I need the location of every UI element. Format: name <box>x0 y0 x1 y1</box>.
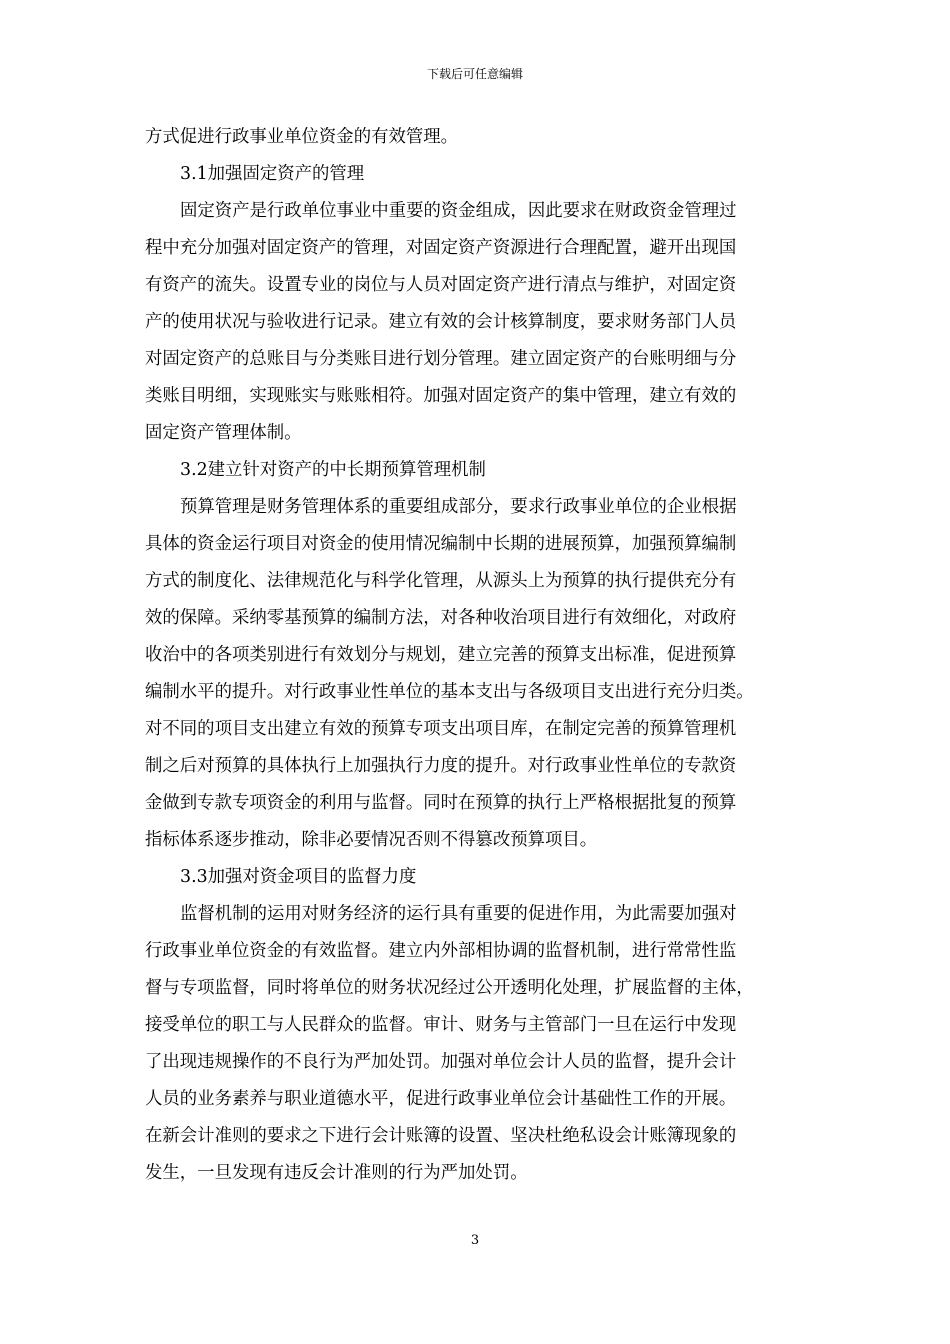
text-line: 方式的制度化、法律规范化与科学化管理，从源头上为预算的执行提供充分有 <box>145 571 737 591</box>
text-line: 了出现违规操作的不良行为严加处罚。加强对单位会计人员的监督，提升会计 <box>145 1052 737 1072</box>
text-line: 制之后对预算的具体执行上加强执行力度的提升。对行政事业性单位的专款资 <box>145 756 737 776</box>
section-heading: 3.3加强对资金项目的监督力度 <box>180 867 417 887</box>
text-line: 产的使用状况与验收进行记录。建立有效的会计核算制度，要求财务部门人员 <box>145 312 737 332</box>
text-line: 指标体系逐步推动，除非必要情况否则不得篡改预算项目。 <box>145 830 598 850</box>
text-line: 对不同的项目支出建立有效的预算专项支出项目库，在制定完善的预算管理机 <box>145 719 737 739</box>
text-line: 监督机制的运用对财务经济的运行具有重要的促进作用，为此需要加强对 <box>180 904 737 924</box>
text-line: 固定资产是行政单位事业中重要的资金组成，因此要求在财政资金管理过 <box>180 201 737 221</box>
text-line: 有资产的流失。设置专业的岗位与人员对固定资产进行清点与维护，对固定资 <box>145 275 737 295</box>
text-line: 预算管理是财务管理体系的重要组成部分，要求行政事业单位的企业根据 <box>180 497 737 517</box>
text-line: 接受单位的职工与人民群众的监督。审计、财务与主管部门一旦在运行中发现 <box>145 1015 737 1035</box>
text-line: 督与专项监督，同时将单位的财务状况经过公开透明化处理，扩展监督的主体， <box>145 978 754 998</box>
text-line: 行政事业单位资金的有效监督。建立内外部相协调的监督机制，进行常常性监 <box>145 941 737 961</box>
section-heading: 3.2建立针对资产的中长期预算管理机制 <box>180 460 486 480</box>
section-heading: 3.1加强固定资产的管理 <box>180 164 365 184</box>
page-number: 3 <box>470 1233 480 1248</box>
text-line: 收治中的各项类别进行有效划分与规划，建立完善的预算支出标准，促进预算 <box>145 645 737 665</box>
text-line: 效的保障。采纳零基预算的编制方法，对各种收治项目进行有效细化，对政府 <box>145 608 737 628</box>
text-line: 人员的业务素养与职业道德水平，促进行政事业单位会计基础性工作的开展。 <box>145 1089 737 1109</box>
text-line: 固定资产管理体制。 <box>145 423 302 443</box>
text-line: 类账目明细，实现账实与账账相符。加强对固定资产的集中管理，建立有效的 <box>145 386 737 406</box>
text-line: 金做到专款专项资金的利用与监督。同时在预算的执行上严格根据批复的预算 <box>145 793 737 813</box>
text-line: 程中充分加强对固定资产的管理，对固定资产资源进行合理配置，避开出现国 <box>145 238 737 258</box>
text-line: 在新会计准则的要求之下进行会计账簿的设置、坚决杜绝私设会计账簿现象的 <box>145 1126 737 1146</box>
text-line: 方式促进行政事业单位资金的有效管理。 <box>145 127 459 147</box>
text-line: 发生，一旦发现有违反会计准则的行为严加处罚。 <box>145 1163 528 1183</box>
text-line: 对固定资产的总账目与分类账目进行划分管理。建立固定资产的台账明细与分 <box>145 349 737 369</box>
text-line: 具体的资金运行项目对资金的使用情况编制中长期的进展预算，加强预算编制 <box>145 534 737 554</box>
document-body <box>145 119 813 1192</box>
page-header: 下载后可任意编辑 <box>426 67 523 81</box>
text-line: 编制水平的提升。对行政事业性单位的基本支出与各级项目支出进行充分归类。 <box>145 682 754 702</box>
